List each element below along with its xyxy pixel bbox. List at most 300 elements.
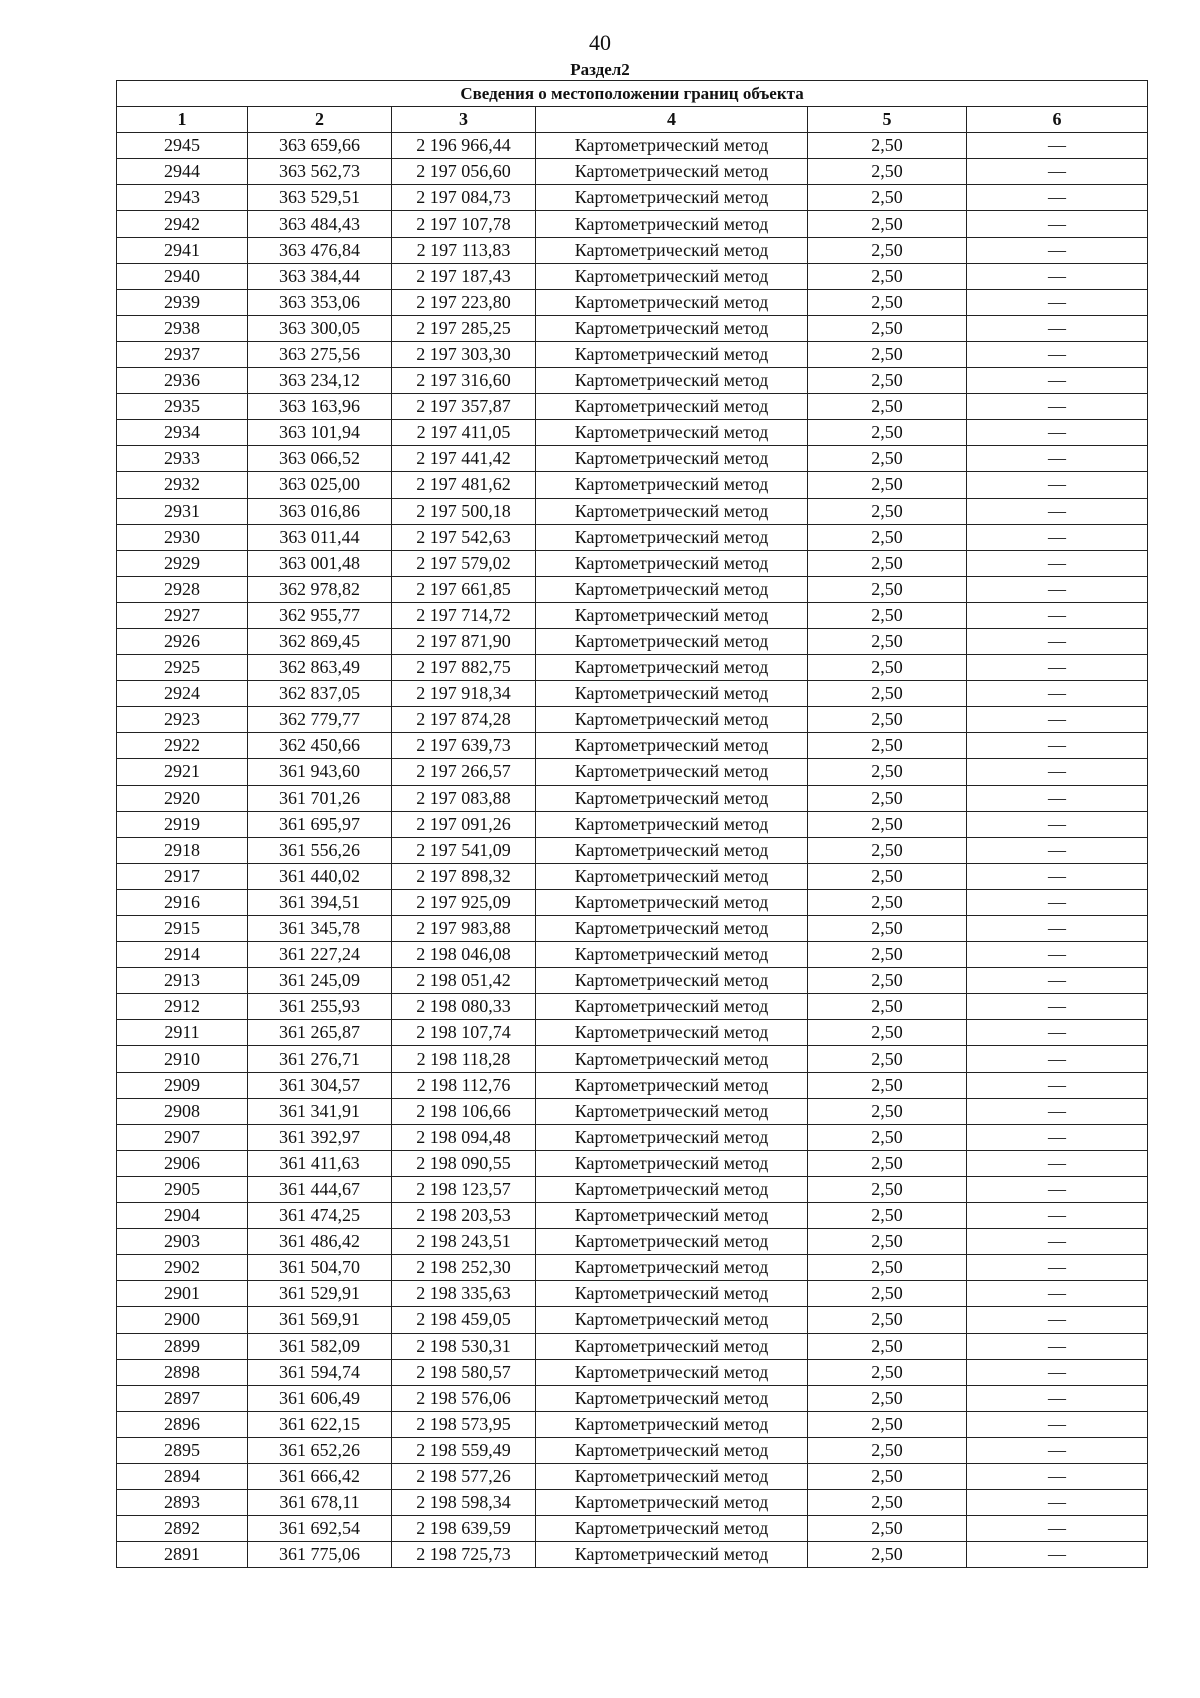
note-cell: — bbox=[967, 1098, 1148, 1124]
table-row bbox=[117, 785, 1148, 811]
table-row bbox=[117, 1411, 1148, 1437]
section-title: Раздел2 bbox=[570, 60, 630, 79]
y-coordinate-cell: 2 198 580,57 bbox=[392, 1359, 536, 1385]
accuracy-cell: 2,50 bbox=[808, 368, 967, 394]
method-cell: Картометрический метод bbox=[536, 628, 808, 654]
method-cell: Картометрический метод bbox=[536, 602, 808, 628]
y-coordinate-cell: 2 197 285,25 bbox=[392, 315, 536, 341]
accuracy-cell: 2,50 bbox=[808, 1020, 967, 1046]
note-cell: — bbox=[967, 681, 1148, 707]
note-cell: — bbox=[967, 1516, 1148, 1542]
note-cell: — bbox=[967, 916, 1148, 942]
point-number-cell: 2905 bbox=[117, 1176, 248, 1202]
y-coordinate-cell: 2 196 966,44 bbox=[392, 133, 536, 159]
note-cell: — bbox=[967, 1255, 1148, 1281]
note-cell: — bbox=[967, 394, 1148, 420]
note-cell: — bbox=[967, 341, 1148, 367]
table-row bbox=[117, 1255, 1148, 1281]
y-coordinate-cell: 2 198 577,26 bbox=[392, 1463, 536, 1489]
y-coordinate-cell: 2 197 411,05 bbox=[392, 420, 536, 446]
y-coordinate-cell: 2 197 898,32 bbox=[392, 863, 536, 889]
accuracy-cell: 2,50 bbox=[808, 1176, 967, 1202]
x-coordinate-cell: 363 001,48 bbox=[248, 550, 392, 576]
y-coordinate-cell: 2 198 046,08 bbox=[392, 942, 536, 968]
method-cell: Картометрический метод bbox=[536, 655, 808, 681]
x-coordinate-cell: 361 606,49 bbox=[248, 1385, 392, 1411]
x-coordinate-cell: 361 392,97 bbox=[248, 1124, 392, 1150]
method-cell: Картометрический метод bbox=[536, 524, 808, 550]
note-cell: — bbox=[967, 733, 1148, 759]
method-cell: Картометрический метод bbox=[536, 185, 808, 211]
note-cell: — bbox=[967, 1542, 1148, 1568]
y-coordinate-cell: 2 197 542,63 bbox=[392, 524, 536, 550]
x-coordinate-cell: 361 227,24 bbox=[248, 942, 392, 968]
note-cell: — bbox=[967, 133, 1148, 159]
point-number-cell: 2897 bbox=[117, 1385, 248, 1411]
accuracy-cell: 2,50 bbox=[808, 1281, 967, 1307]
method-cell: Картометрический метод bbox=[536, 1385, 808, 1411]
x-coordinate-cell: 361 652,26 bbox=[248, 1437, 392, 1463]
point-number-cell: 2895 bbox=[117, 1437, 248, 1463]
x-coordinate-cell: 363 066,52 bbox=[248, 446, 392, 472]
x-coordinate-cell: 361 474,25 bbox=[248, 1203, 392, 1229]
point-number-cell: 2925 bbox=[117, 655, 248, 681]
x-coordinate-cell: 361 444,67 bbox=[248, 1176, 392, 1202]
point-number-cell: 2941 bbox=[117, 237, 248, 263]
y-coordinate-cell: 2 197 223,80 bbox=[392, 289, 536, 315]
method-cell: Картометрический метод bbox=[536, 263, 808, 289]
y-coordinate-cell: 2 197 266,57 bbox=[392, 759, 536, 785]
x-coordinate-cell: 363 476,84 bbox=[248, 237, 392, 263]
point-number-cell: 2937 bbox=[117, 341, 248, 367]
note-cell: — bbox=[967, 811, 1148, 837]
y-coordinate-cell: 2 197 084,73 bbox=[392, 185, 536, 211]
x-coordinate-cell: 361 265,87 bbox=[248, 1020, 392, 1046]
accuracy-cell: 2,50 bbox=[808, 211, 967, 237]
y-coordinate-cell: 2 197 500,18 bbox=[392, 498, 536, 524]
x-coordinate-cell: 363 300,05 bbox=[248, 315, 392, 341]
table-row bbox=[117, 1333, 1148, 1359]
y-coordinate-cell: 2 198 252,30 bbox=[392, 1255, 536, 1281]
x-coordinate-cell: 361 245,09 bbox=[248, 968, 392, 994]
x-coordinate-cell: 361 276,71 bbox=[248, 1046, 392, 1072]
accuracy-cell: 2,50 bbox=[808, 576, 967, 602]
table-row bbox=[117, 1098, 1148, 1124]
table-row bbox=[117, 498, 1148, 524]
method-cell: Картометрический метод bbox=[536, 759, 808, 785]
method-cell: Картометрический метод bbox=[536, 1176, 808, 1202]
table-row bbox=[117, 942, 1148, 968]
point-number-cell: 2916 bbox=[117, 889, 248, 915]
table-row bbox=[117, 1020, 1148, 1046]
y-coordinate-cell: 2 197 481,62 bbox=[392, 472, 536, 498]
x-coordinate-cell: 361 504,70 bbox=[248, 1255, 392, 1281]
point-number-cell: 2915 bbox=[117, 916, 248, 942]
method-cell: Картометрический метод bbox=[536, 837, 808, 863]
table-row bbox=[117, 341, 1148, 367]
note-cell: — bbox=[967, 1411, 1148, 1437]
accuracy-cell: 2,50 bbox=[808, 263, 967, 289]
point-number-cell: 2912 bbox=[117, 994, 248, 1020]
point-number-cell: 2913 bbox=[117, 968, 248, 994]
accuracy-cell: 2,50 bbox=[808, 863, 967, 889]
point-number-cell: 2924 bbox=[117, 681, 248, 707]
table-row bbox=[117, 1516, 1148, 1542]
method-cell: Картометрический метод bbox=[536, 446, 808, 472]
method-cell: Картометрический метод bbox=[536, 315, 808, 341]
note-cell: — bbox=[967, 289, 1148, 315]
point-number-cell: 2919 bbox=[117, 811, 248, 837]
x-coordinate-cell: 361 701,26 bbox=[248, 785, 392, 811]
method-cell: Картометрический метод bbox=[536, 1281, 808, 1307]
accuracy-cell: 2,50 bbox=[808, 628, 967, 654]
table-row bbox=[117, 863, 1148, 889]
note-cell: — bbox=[967, 1203, 1148, 1229]
table-row bbox=[117, 1176, 1148, 1202]
method-cell: Картометрический метод bbox=[536, 942, 808, 968]
accuracy-cell: 2,50 bbox=[808, 1463, 967, 1489]
table-row bbox=[117, 263, 1148, 289]
accuracy-cell: 2,50 bbox=[808, 1333, 967, 1359]
method-cell: Картометрический метод bbox=[536, 994, 808, 1020]
y-coordinate-cell: 2 198 118,28 bbox=[392, 1046, 536, 1072]
table-row bbox=[117, 1046, 1148, 1072]
table-row bbox=[117, 420, 1148, 446]
point-number-cell: 2904 bbox=[117, 1203, 248, 1229]
table-row bbox=[117, 681, 1148, 707]
y-coordinate-cell: 2 198 725,73 bbox=[392, 1542, 536, 1568]
method-cell: Картометрический метод bbox=[536, 368, 808, 394]
y-coordinate-cell: 2 197 714,72 bbox=[392, 602, 536, 628]
x-coordinate-cell: 363 101,94 bbox=[248, 420, 392, 446]
y-coordinate-cell: 2 198 576,06 bbox=[392, 1385, 536, 1411]
point-number-cell: 2894 bbox=[117, 1463, 248, 1489]
x-coordinate-cell: 361 341,91 bbox=[248, 1098, 392, 1124]
method-cell: Картометрический метод bbox=[536, 707, 808, 733]
table-row bbox=[117, 211, 1148, 237]
x-coordinate-cell: 361 486,42 bbox=[248, 1229, 392, 1255]
point-number-cell: 2936 bbox=[117, 368, 248, 394]
table-row bbox=[117, 1437, 1148, 1463]
table-row bbox=[117, 133, 1148, 159]
table-row bbox=[117, 811, 1148, 837]
y-coordinate-cell: 2 197 882,75 bbox=[392, 655, 536, 681]
x-coordinate-cell: 363 484,43 bbox=[248, 211, 392, 237]
note-cell: — bbox=[967, 472, 1148, 498]
note-cell: — bbox=[967, 942, 1148, 968]
method-cell: Картометрический метод bbox=[536, 1307, 808, 1333]
method-cell: Картометрический метод bbox=[536, 863, 808, 889]
table-row bbox=[117, 237, 1148, 263]
note-cell: — bbox=[967, 1490, 1148, 1516]
note-cell: — bbox=[967, 1463, 1148, 1489]
point-number-cell: 2891 bbox=[117, 1542, 248, 1568]
method-cell: Картометрический метод bbox=[536, 1333, 808, 1359]
table-row bbox=[117, 1359, 1148, 1385]
point-number-cell: 2942 bbox=[117, 211, 248, 237]
point-number-cell: 2892 bbox=[117, 1516, 248, 1542]
method-cell: Картометрический метод bbox=[536, 576, 808, 602]
point-number-cell: 2928 bbox=[117, 576, 248, 602]
x-coordinate-cell: 361 394,51 bbox=[248, 889, 392, 915]
method-cell: Картометрический метод bbox=[536, 237, 808, 263]
accuracy-cell: 2,50 bbox=[808, 1150, 967, 1176]
y-coordinate-cell: 2 197 918,34 bbox=[392, 681, 536, 707]
accuracy-cell: 2,50 bbox=[808, 1203, 967, 1229]
note-cell: — bbox=[967, 315, 1148, 341]
y-coordinate-cell: 2 198 459,05 bbox=[392, 1307, 536, 1333]
column-header-2: 2 bbox=[248, 107, 392, 133]
method-cell: Картометрический метод bbox=[536, 811, 808, 837]
point-number-cell: 2931 bbox=[117, 498, 248, 524]
y-coordinate-cell: 2 198 639,59 bbox=[392, 1516, 536, 1542]
point-number-cell: 2900 bbox=[117, 1307, 248, 1333]
column-header-6: 6 bbox=[967, 107, 1148, 133]
x-coordinate-cell: 361 594,74 bbox=[248, 1359, 392, 1385]
y-coordinate-cell: 2 198 051,42 bbox=[392, 968, 536, 994]
table-row bbox=[117, 289, 1148, 315]
point-number-cell: 2944 bbox=[117, 159, 248, 185]
x-coordinate-cell: 362 450,66 bbox=[248, 733, 392, 759]
column-header-5: 5 bbox=[808, 107, 967, 133]
accuracy-cell: 2,50 bbox=[808, 133, 967, 159]
point-number-cell: 2908 bbox=[117, 1098, 248, 1124]
table-row bbox=[117, 185, 1148, 211]
accuracy-cell: 2,50 bbox=[808, 1229, 967, 1255]
accuracy-cell: 2,50 bbox=[808, 1255, 967, 1281]
x-coordinate-cell: 361 775,06 bbox=[248, 1542, 392, 1568]
column-header-4: 4 bbox=[536, 107, 808, 133]
table-row bbox=[117, 837, 1148, 863]
y-coordinate-cell: 2 197 187,43 bbox=[392, 263, 536, 289]
method-cell: Картометрический метод bbox=[536, 341, 808, 367]
method-cell: Картометрический метод bbox=[536, 1463, 808, 1489]
table-row bbox=[117, 1307, 1148, 1333]
note-cell: — bbox=[967, 211, 1148, 237]
x-coordinate-cell: 363 353,06 bbox=[248, 289, 392, 315]
note-cell: — bbox=[967, 1385, 1148, 1411]
point-number-cell: 2934 bbox=[117, 420, 248, 446]
accuracy-cell: 2,50 bbox=[808, 446, 967, 472]
method-cell: Картометрический метод bbox=[536, 889, 808, 915]
note-cell: — bbox=[967, 420, 1148, 446]
point-number-cell: 2909 bbox=[117, 1072, 248, 1098]
point-number-cell: 2921 bbox=[117, 759, 248, 785]
accuracy-cell: 2,50 bbox=[808, 550, 967, 576]
table-row bbox=[117, 550, 1148, 576]
method-cell: Картометрический метод bbox=[536, 1229, 808, 1255]
y-coordinate-cell: 2 198 112,76 bbox=[392, 1072, 536, 1098]
accuracy-cell: 2,50 bbox=[808, 341, 967, 367]
note-cell: — bbox=[967, 237, 1148, 263]
x-coordinate-cell: 362 869,45 bbox=[248, 628, 392, 654]
table-row bbox=[117, 733, 1148, 759]
point-number-cell: 2935 bbox=[117, 394, 248, 420]
table-row bbox=[117, 159, 1148, 185]
method-cell: Картометрический метод bbox=[536, 1411, 808, 1437]
accuracy-cell: 2,50 bbox=[808, 1072, 967, 1098]
y-coordinate-cell: 2 197 579,02 bbox=[392, 550, 536, 576]
note-cell: — bbox=[967, 1229, 1148, 1255]
table-row bbox=[117, 1385, 1148, 1411]
accuracy-cell: 2,50 bbox=[808, 185, 967, 211]
point-number-cell: 2927 bbox=[117, 602, 248, 628]
y-coordinate-cell: 2 197 983,88 bbox=[392, 916, 536, 942]
note-cell: — bbox=[967, 159, 1148, 185]
point-number-cell: 2926 bbox=[117, 628, 248, 654]
table-row bbox=[117, 994, 1148, 1020]
accuracy-cell: 2,50 bbox=[808, 159, 967, 185]
method-cell: Картометрический метод bbox=[536, 394, 808, 420]
accuracy-cell: 2,50 bbox=[808, 916, 967, 942]
table-row bbox=[117, 1490, 1148, 1516]
note-cell: — bbox=[967, 263, 1148, 289]
page-number: 40 bbox=[589, 30, 611, 55]
table-row bbox=[117, 1229, 1148, 1255]
point-number-cell: 2902 bbox=[117, 1255, 248, 1281]
y-coordinate-cell: 2 197 639,73 bbox=[392, 733, 536, 759]
note-cell: — bbox=[967, 1176, 1148, 1202]
point-number-cell: 2930 bbox=[117, 524, 248, 550]
y-coordinate-cell: 2 198 530,31 bbox=[392, 1333, 536, 1359]
note-cell: — bbox=[967, 1124, 1148, 1150]
table-row bbox=[117, 472, 1148, 498]
x-coordinate-cell: 363 234,12 bbox=[248, 368, 392, 394]
x-coordinate-cell: 361 255,93 bbox=[248, 994, 392, 1020]
accuracy-cell: 2,50 bbox=[808, 1359, 967, 1385]
method-cell: Картометрический метод bbox=[536, 1542, 808, 1568]
note-cell: — bbox=[967, 1281, 1148, 1307]
point-number-cell: 2910 bbox=[117, 1046, 248, 1072]
table-row bbox=[117, 1542, 1148, 1568]
point-number-cell: 2932 bbox=[117, 472, 248, 498]
x-coordinate-cell: 361 556,26 bbox=[248, 837, 392, 863]
table-row bbox=[117, 446, 1148, 472]
point-number-cell: 2922 bbox=[117, 733, 248, 759]
x-coordinate-cell: 361 304,57 bbox=[248, 1072, 392, 1098]
y-coordinate-cell: 2 198 080,33 bbox=[392, 994, 536, 1020]
accuracy-cell: 2,50 bbox=[808, 394, 967, 420]
y-coordinate-cell: 2 197 056,60 bbox=[392, 159, 536, 185]
method-cell: Картометрический метод bbox=[536, 1255, 808, 1281]
x-coordinate-cell: 363 529,51 bbox=[248, 185, 392, 211]
y-coordinate-cell: 2 197 303,30 bbox=[392, 341, 536, 367]
accuracy-cell: 2,50 bbox=[808, 1490, 967, 1516]
point-number-cell: 2914 bbox=[117, 942, 248, 968]
x-coordinate-cell: 362 863,49 bbox=[248, 655, 392, 681]
method-cell: Картометрический метод bbox=[536, 1490, 808, 1516]
accuracy-cell: 2,50 bbox=[808, 602, 967, 628]
x-coordinate-cell: 361 440,02 bbox=[248, 863, 392, 889]
method-cell: Картометрический метод bbox=[536, 785, 808, 811]
note-cell: — bbox=[967, 968, 1148, 994]
point-number-cell: 2945 bbox=[117, 133, 248, 159]
point-number-cell: 2938 bbox=[117, 315, 248, 341]
column-header-1: 1 bbox=[117, 107, 248, 133]
accuracy-cell: 2,50 bbox=[808, 1098, 967, 1124]
table-row bbox=[117, 1281, 1148, 1307]
point-number-cell: 2898 bbox=[117, 1359, 248, 1385]
method-cell: Картометрический метод bbox=[536, 1516, 808, 1542]
y-coordinate-cell: 2 197 316,60 bbox=[392, 368, 536, 394]
note-cell: — bbox=[967, 863, 1148, 889]
x-coordinate-cell: 363 016,86 bbox=[248, 498, 392, 524]
method-cell: Картометрический метод bbox=[536, 1437, 808, 1463]
point-number-cell: 2918 bbox=[117, 837, 248, 863]
y-coordinate-cell: 2 197 083,88 bbox=[392, 785, 536, 811]
x-coordinate-cell: 363 562,73 bbox=[248, 159, 392, 185]
x-coordinate-cell: 363 163,96 bbox=[248, 394, 392, 420]
y-coordinate-cell: 2 197 874,28 bbox=[392, 707, 536, 733]
method-cell: Картометрический метод bbox=[536, 1150, 808, 1176]
method-cell: Картометрический метод bbox=[536, 1203, 808, 1229]
x-coordinate-cell: 362 779,77 bbox=[248, 707, 392, 733]
x-coordinate-cell: 361 695,97 bbox=[248, 811, 392, 837]
accuracy-cell: 2,50 bbox=[808, 942, 967, 968]
x-coordinate-cell: 361 622,15 bbox=[248, 1411, 392, 1437]
point-number-cell: 2940 bbox=[117, 263, 248, 289]
note-cell: — bbox=[967, 524, 1148, 550]
y-coordinate-cell: 2 198 243,51 bbox=[392, 1229, 536, 1255]
accuracy-cell: 2,50 bbox=[808, 237, 967, 263]
accuracy-cell: 2,50 bbox=[808, 681, 967, 707]
method-cell: Картометрический метод bbox=[536, 1098, 808, 1124]
x-coordinate-cell: 361 678,11 bbox=[248, 1490, 392, 1516]
note-cell: — bbox=[967, 1150, 1148, 1176]
accuracy-cell: 2,50 bbox=[808, 733, 967, 759]
accuracy-cell: 2,50 bbox=[808, 524, 967, 550]
method-cell: Картометрический метод bbox=[536, 1020, 808, 1046]
note-cell: — bbox=[967, 1307, 1148, 1333]
accuracy-cell: 2,50 bbox=[808, 811, 967, 837]
accuracy-cell: 2,50 bbox=[808, 472, 967, 498]
x-coordinate-cell: 363 275,56 bbox=[248, 341, 392, 367]
point-number-cell: 2893 bbox=[117, 1490, 248, 1516]
method-cell: Картометрический метод bbox=[536, 472, 808, 498]
x-coordinate-cell: 361 345,78 bbox=[248, 916, 392, 942]
method-cell: Картометрический метод bbox=[536, 211, 808, 237]
point-number-cell: 2923 bbox=[117, 707, 248, 733]
table-row bbox=[117, 655, 1148, 681]
method-cell: Картометрический метод bbox=[536, 550, 808, 576]
note-cell: — bbox=[967, 1072, 1148, 1098]
accuracy-cell: 2,50 bbox=[808, 498, 967, 524]
table-row bbox=[117, 394, 1148, 420]
method-cell: Картометрический метод bbox=[536, 733, 808, 759]
accuracy-cell: 2,50 bbox=[808, 889, 967, 915]
point-number-cell: 2899 bbox=[117, 1333, 248, 1359]
y-coordinate-cell: 2 198 094,48 bbox=[392, 1124, 536, 1150]
method-cell: Картометрический метод bbox=[536, 289, 808, 315]
y-coordinate-cell: 2 198 106,66 bbox=[392, 1098, 536, 1124]
y-coordinate-cell: 2 197 091,26 bbox=[392, 811, 536, 837]
table-row bbox=[117, 759, 1148, 785]
y-coordinate-cell: 2 197 925,09 bbox=[392, 889, 536, 915]
y-coordinate-cell: 2 198 573,95 bbox=[392, 1411, 536, 1437]
accuracy-cell: 2,50 bbox=[808, 289, 967, 315]
note-cell: — bbox=[967, 576, 1148, 602]
note-cell: — bbox=[967, 368, 1148, 394]
accuracy-cell: 2,50 bbox=[808, 655, 967, 681]
y-coordinate-cell: 2 198 203,53 bbox=[392, 1203, 536, 1229]
table-row bbox=[117, 1124, 1148, 1150]
y-coordinate-cell: 2 197 107,78 bbox=[392, 211, 536, 237]
x-coordinate-cell: 361 582,09 bbox=[248, 1333, 392, 1359]
note-cell: — bbox=[967, 550, 1148, 576]
accuracy-cell: 2,50 bbox=[808, 1307, 967, 1333]
note-cell: — bbox=[967, 655, 1148, 681]
note-cell: — bbox=[967, 1046, 1148, 1072]
